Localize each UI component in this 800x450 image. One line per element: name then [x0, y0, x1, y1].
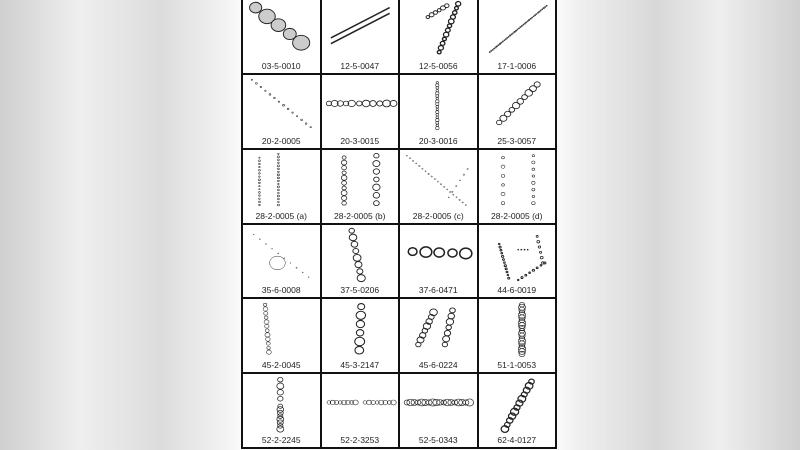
- figure-panel: [243, 374, 320, 447]
- artifact-sketch: [479, 374, 556, 433]
- panel-label: 52-2-3253: [340, 435, 380, 445]
- panel-label: 44-6-0019: [497, 285, 537, 296]
- figure-panel: [479, 150, 556, 223]
- panel-label: 51-1-0053: [497, 360, 537, 371]
- panel-label: 25-3-0057: [497, 135, 537, 146]
- figure-panel: [400, 299, 477, 372]
- panel-label: 17-1-0006: [497, 60, 537, 71]
- panel-label: 12-5-0047: [340, 60, 380, 71]
- panel-label: 20-3-0016: [418, 135, 458, 146]
- panel-label: 12-5-0056: [418, 60, 458, 71]
- artifact-sketch: [322, 225, 399, 284]
- figure-panel: [322, 150, 399, 223]
- artifact-sketch: [322, 150, 399, 209]
- figure-panel: [322, 75, 399, 148]
- artifact-sketch: [322, 374, 399, 433]
- artifact-sketch: [322, 299, 399, 358]
- artifact-sketch: [400, 0, 477, 59]
- figure-panel: [322, 299, 399, 372]
- figure-panel: [243, 225, 320, 298]
- figure-panel: [243, 75, 320, 148]
- figure-panel: [400, 0, 477, 73]
- panel-label: 35-6-0008: [261, 285, 301, 296]
- artifact-sketch: [243, 374, 320, 433]
- panel-label: 28-2-0005 (a): [255, 210, 307, 221]
- panel-label: 62-4-0127: [497, 435, 537, 445]
- figure-panel: [243, 150, 320, 223]
- artifact-sketch: [479, 75, 556, 134]
- figure-panel: [243, 0, 320, 73]
- figure-panel: [479, 299, 556, 372]
- figure-panel: [400, 75, 477, 148]
- artifact-sketch: [400, 374, 477, 433]
- artifact-sketch: [400, 75, 477, 134]
- panel-label: 52-5-0343: [418, 435, 458, 445]
- panel-label: 20-2-0005: [261, 135, 301, 146]
- artifact-sketch: [400, 225, 477, 284]
- figure-panel: [400, 225, 477, 298]
- panel-label: 37-6-0471: [418, 285, 458, 296]
- panel-label: 52-2-2245: [261, 435, 301, 445]
- artifact-sketch: [400, 299, 477, 358]
- figure-panel: [322, 374, 399, 447]
- artifact-sketch: [479, 299, 556, 358]
- figure-panel: [479, 225, 556, 298]
- panel-label: 03-5-0010: [261, 60, 301, 71]
- panel-label: 28-2-0005 (b): [333, 210, 386, 221]
- artifact-sketch: [243, 299, 320, 358]
- panel-label: 28-2-0005 (c): [412, 210, 464, 221]
- artifact-sketch: [479, 150, 556, 209]
- artifact-sketch: [243, 150, 320, 209]
- artifact-sketch: [243, 0, 320, 59]
- figure-panel: [322, 225, 399, 298]
- panel-label: 37-5-0206: [340, 285, 380, 296]
- panel-label: 20-3-0015: [340, 135, 380, 146]
- artifact-sketch: [322, 0, 399, 59]
- panel-label: 45-6-0224: [418, 360, 458, 371]
- panel-label: 45-3-2147: [340, 360, 380, 371]
- figure-panel: [479, 374, 556, 447]
- artifact-sketch: [243, 225, 320, 284]
- sketch-grid-figure: [241, 0, 557, 449]
- artifact-sketch: [243, 75, 320, 134]
- figure-panel: [400, 374, 477, 447]
- artifact-sketch: [479, 0, 556, 59]
- artifact-sketch: [479, 225, 556, 284]
- panel-label: 45-2-0045: [261, 360, 301, 371]
- figure-panel: [243, 299, 320, 372]
- figure-panel: [479, 0, 556, 73]
- panel-label: 28-2-0005 (d): [490, 210, 543, 221]
- figure-panel: [400, 150, 477, 223]
- figure-panel: [322, 0, 399, 73]
- figure-panel: [479, 75, 556, 148]
- artifact-sketch: [400, 150, 477, 209]
- artifact-sketch: [322, 75, 399, 134]
